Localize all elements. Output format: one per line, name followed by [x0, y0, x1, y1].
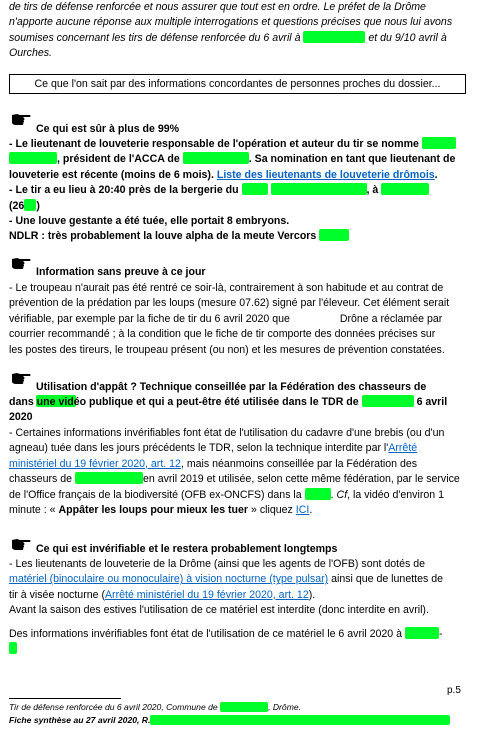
pointing-hand-icon	[11, 256, 31, 270]
redaction	[271, 183, 367, 195]
section1-body: - Le lieutenant de louveterie responsable de l'opération et auteur du tir se nomme , président de l'ACCA de . Sa nomination en tant que lieutenant de louveterie est récente (moins de 6 mois). Liste des lieutenants de louveterie drômois. - Le tir a eu lieu à 20:40 près de la bergerie du , à (26 ) - Une louve gestante a été tuée, elle portait 8 embryons. NDLR : très probablement la louve alpha de la meute Vercors	[9, 138, 456, 243]
arrete-link[interactable]: ministériel du 19 février 2020, art. 12	[9, 457, 181, 470]
section4-body: - Les lieutenants de louveterie de la Drôme (ainsi que les agents de l'OFB) sont dotés de matériel (binoculaire ou monoculaire) à vision nocturne (type pulsar) ainsi que de lunettes de tir à visée nocturne (Arrêté ministériel du 19 février 2020, art. 12). Avant la saison des estives l'utilisation de ce matériel est interdite (donc interdite en avril).	[9, 558, 444, 617]
section4-final: Des informations invérifiables font état de l'utilisation de ce matériel le 6 avril 2020 à -	[9, 627, 464, 658]
pointing-hand-icon	[11, 537, 31, 551]
redaction	[303, 31, 365, 43]
section-heading: Information sans preuve à ce jour	[36, 266, 206, 278]
intro-line: n'apporte aucune réponse aux multiple interrogations et questions précises que nous lui avons	[9, 16, 453, 29]
redaction	[405, 627, 439, 639]
section3-body: - Certaines informations invérifiables font état de l'utilisation du cadavre d'une brebis (ou d'un agneau) tuée dans les jours précédents le TDR, selon la technique interdite par l'Arrêté ministériel du 19 février 2020, art. 12, mais néanmoins conseillée par la Fédération des chasseurs de en avril 2019 et utilisée, selon cette même fédération, par le service de l'Office français de la biodiversité (OFB ex-ONCFS) dans la . Cf, la vidéo d'environ 1 minute : « Appâter les loups pour mieux les tuer » cliquez ICI.	[9, 427, 460, 517]
page-number: p.5	[447, 685, 461, 696]
section2-body: - Le troupeau n'aurait pas été rentré ce soir-là, contrairement à son habitude et au contrat de prévention de la prédation par les loups (mesure 07.62) signé par l'éleveur. Cet élément serait vérifiable, par exemple par la fiche de tir du 6 avril 2020 que Drône a réclamée par courrier recommandé ; à la condition que le fiche de tir comporte des données précises sur les postes des tireurs, le troupeau présent (ou non) et les mesures de prévention constatées.	[9, 282, 450, 356]
redaction	[381, 183, 429, 195]
redaction	[293, 312, 337, 324]
intro-line: soumises concernant les tirs de défense renforcée du 6 avril à et du 9/10 avril à	[9, 31, 447, 44]
video-link[interactable]: ICI	[295, 504, 310, 517]
redaction	[305, 488, 331, 500]
section-heading: Ce qui est invérifiable et le restera probablement longtemps	[36, 543, 338, 555]
materiel-link[interactable]: matériel (binoculaire ou monoculaire) à vision nocturne (type pulsar)	[9, 573, 329, 586]
footer-line: Fiche synthèse au 27 avril 2020, R.	[9, 714, 469, 727]
section3-heading-cont: dans une vidéo publique et qui a peut-être été utilisée dans le TDR de 6 avril 2020	[9, 396, 448, 424]
redaction	[24, 199, 36, 211]
section-heading: Ce qui est sûr à plus de 99%	[36, 123, 180, 135]
arrete-link[interactable]: Arrêté ministériel du 19 février 2020, art. 12	[104, 588, 309, 601]
pointing-hand-icon	[11, 371, 31, 385]
section3-heading: Utilisation d'appât ? Technique conseillée par la Fédération des chasseurs de	[36, 380, 464, 411]
arrete-link[interactable]: Arrêté	[388, 442, 418, 455]
louveterie-list-link[interactable]: Liste des lieutenants de louveterie drômois	[216, 168, 435, 181]
footer-line: Tir de défense renforcée du 6 avril 2020, Commune de , Drôme.	[9, 702, 302, 712]
redaction	[422, 137, 456, 149]
summary-box: Ce que l'on sait par des informations concordantes de personnes proches du dossier...	[9, 74, 466, 94]
redaction	[362, 395, 414, 407]
intro-line: Ourches.	[9, 47, 52, 60]
intro-paragraph	[9, 0, 464, 62]
redaction	[242, 183, 268, 195]
redaction	[183, 152, 249, 164]
redaction	[220, 702, 268, 712]
intro-line: de tirs de défense renforcée et nous assurer que tout est en ordre. Le préfet de la Drôme	[9, 1, 426, 13]
redaction	[9, 152, 57, 164]
redaction	[150, 715, 450, 725]
redaction	[319, 229, 349, 241]
redaction	[75, 472, 143, 484]
redaction	[9, 642, 17, 654]
pointing-hand-icon	[11, 112, 31, 126]
footer-rule	[9, 698, 121, 699]
